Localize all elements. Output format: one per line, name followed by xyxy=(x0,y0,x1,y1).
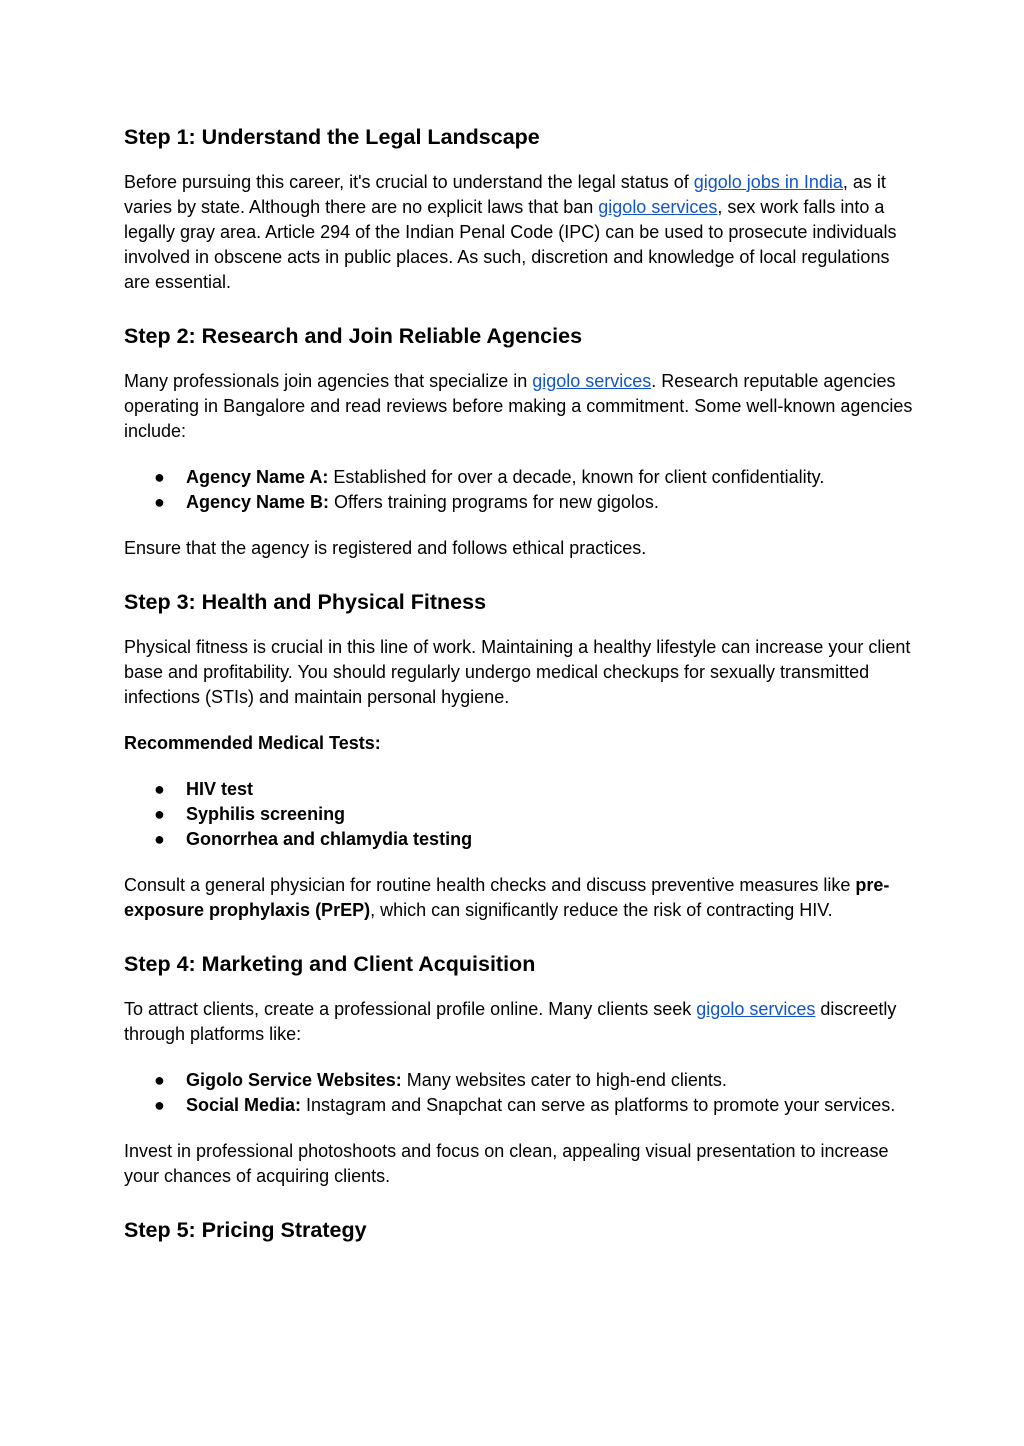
list-item-text: Syphilis screening xyxy=(186,804,346,824)
list-item-text: Many websites cater to high-end clients. xyxy=(401,1070,727,1090)
link-gigolo-jobs-in-india[interactable]: gigolo jobs in India xyxy=(693,172,843,192)
list-item-text: Established for over a decade, known for client confidentiality. xyxy=(328,467,825,487)
list-item xyxy=(124,1093,914,1118)
text-span: , which can significantly reduce the risk of contracting HIV. xyxy=(370,900,833,920)
text-span: Before pursuing this career, it's crucial to understand the legal status of xyxy=(124,172,694,192)
bullet-icon: ● xyxy=(154,779,165,799)
list-item xyxy=(124,802,914,827)
step3-paragraph: Physical fitness is crucial in this line of work. Maintaining a healthy lifestyle can increase your client base and profitability. You should regularly undergo medical checkups for sexually transmitted infections (STIs) and maintain personal hygiene. xyxy=(124,637,911,707)
step1-heading: Step 1: Understand the Legal Landscape xyxy=(124,125,540,149)
list-item-text: Instagram and Snapchat can serve as platforms to promote your services. xyxy=(301,1095,896,1115)
list-item xyxy=(124,465,914,490)
platform-list xyxy=(124,1068,914,1118)
list-item xyxy=(124,827,914,852)
step3-closing-paragraph xyxy=(124,873,914,923)
link-gigolo-services[interactable]: gigolo services xyxy=(532,371,652,391)
list-item-text: HIV test xyxy=(186,779,254,799)
step2-paragraph xyxy=(124,369,914,444)
step3-heading: Step 3: Health and Physical Fitness xyxy=(124,590,487,614)
step2-closing-paragraph: Ensure that the agency is registered and follows ethical practices. xyxy=(124,538,647,558)
link-gigolo-services[interactable]: gigolo services xyxy=(696,999,816,1019)
bullet-icon: ● xyxy=(154,1070,165,1090)
step2-heading: Step 2: Research and Join Reliable Agencies xyxy=(124,324,583,348)
list-item-label: Social Media: xyxy=(186,1095,302,1115)
list-item-label: Agency Name B: xyxy=(186,492,330,512)
medical-tests-label: Recommended Medical Tests: xyxy=(124,733,381,753)
step4-paragraph xyxy=(124,997,914,1047)
text-span: , as it varies by state. Although there are no explicit laws that ban xyxy=(124,172,886,217)
bullet-icon: ● xyxy=(154,467,165,487)
list-item-text: Gonorrhea and chlamydia testing xyxy=(186,829,473,849)
link-gigolo-services[interactable]: gigolo services xyxy=(598,197,718,217)
agency-list xyxy=(124,465,914,515)
step4-heading: Step 4: Marketing and Client Acquisition xyxy=(124,952,536,976)
list-item xyxy=(124,1068,914,1093)
bullet-icon: ● xyxy=(154,804,165,824)
bullet-icon: ● xyxy=(154,1095,165,1115)
text-span: . Research reputable agencies operating in Bangalore and read reviews before making a commitment. Some well-known agencies include: xyxy=(124,371,913,441)
step4-closing-paragraph: Invest in professional photoshoots and focus on clean, appealing visual presentation to increase your chances of acquiring clients. xyxy=(124,1141,889,1186)
text-span: To attract clients, create a professional profile online. Many clients seek xyxy=(124,999,697,1019)
bullet-icon: ● xyxy=(154,829,165,849)
step5-heading: Step 5: Pricing Strategy xyxy=(124,1218,367,1242)
text-span: Many professionals join agencies that specialize in xyxy=(124,371,533,391)
bullet-icon: ● xyxy=(154,492,165,512)
list-item xyxy=(124,490,914,515)
text-span: discreetly through platforms like: xyxy=(124,999,897,1044)
list-item-label: Gigolo Service Websites: xyxy=(186,1070,402,1090)
list-item xyxy=(124,777,914,802)
document-page xyxy=(124,122,914,1245)
medical-tests-list xyxy=(124,777,914,852)
step1-paragraph xyxy=(124,170,914,295)
list-item-text: Offers training programs for new gigolos. xyxy=(329,492,659,512)
prep-term: pre-exposure prophylaxis (PrEP) xyxy=(124,875,890,920)
text-span: , sex work falls into a legally gray area. Article 294 of the Indian Penal Code (IPC) can be used to prosecute individuals involved in obscene acts in public places. As such, discretion and knowledge of local regulations are essential. xyxy=(124,197,897,292)
text-span: Consult a general physician for routine health checks and discuss preventive measures like xyxy=(124,875,856,895)
list-item-label: Agency Name A: xyxy=(186,467,329,487)
